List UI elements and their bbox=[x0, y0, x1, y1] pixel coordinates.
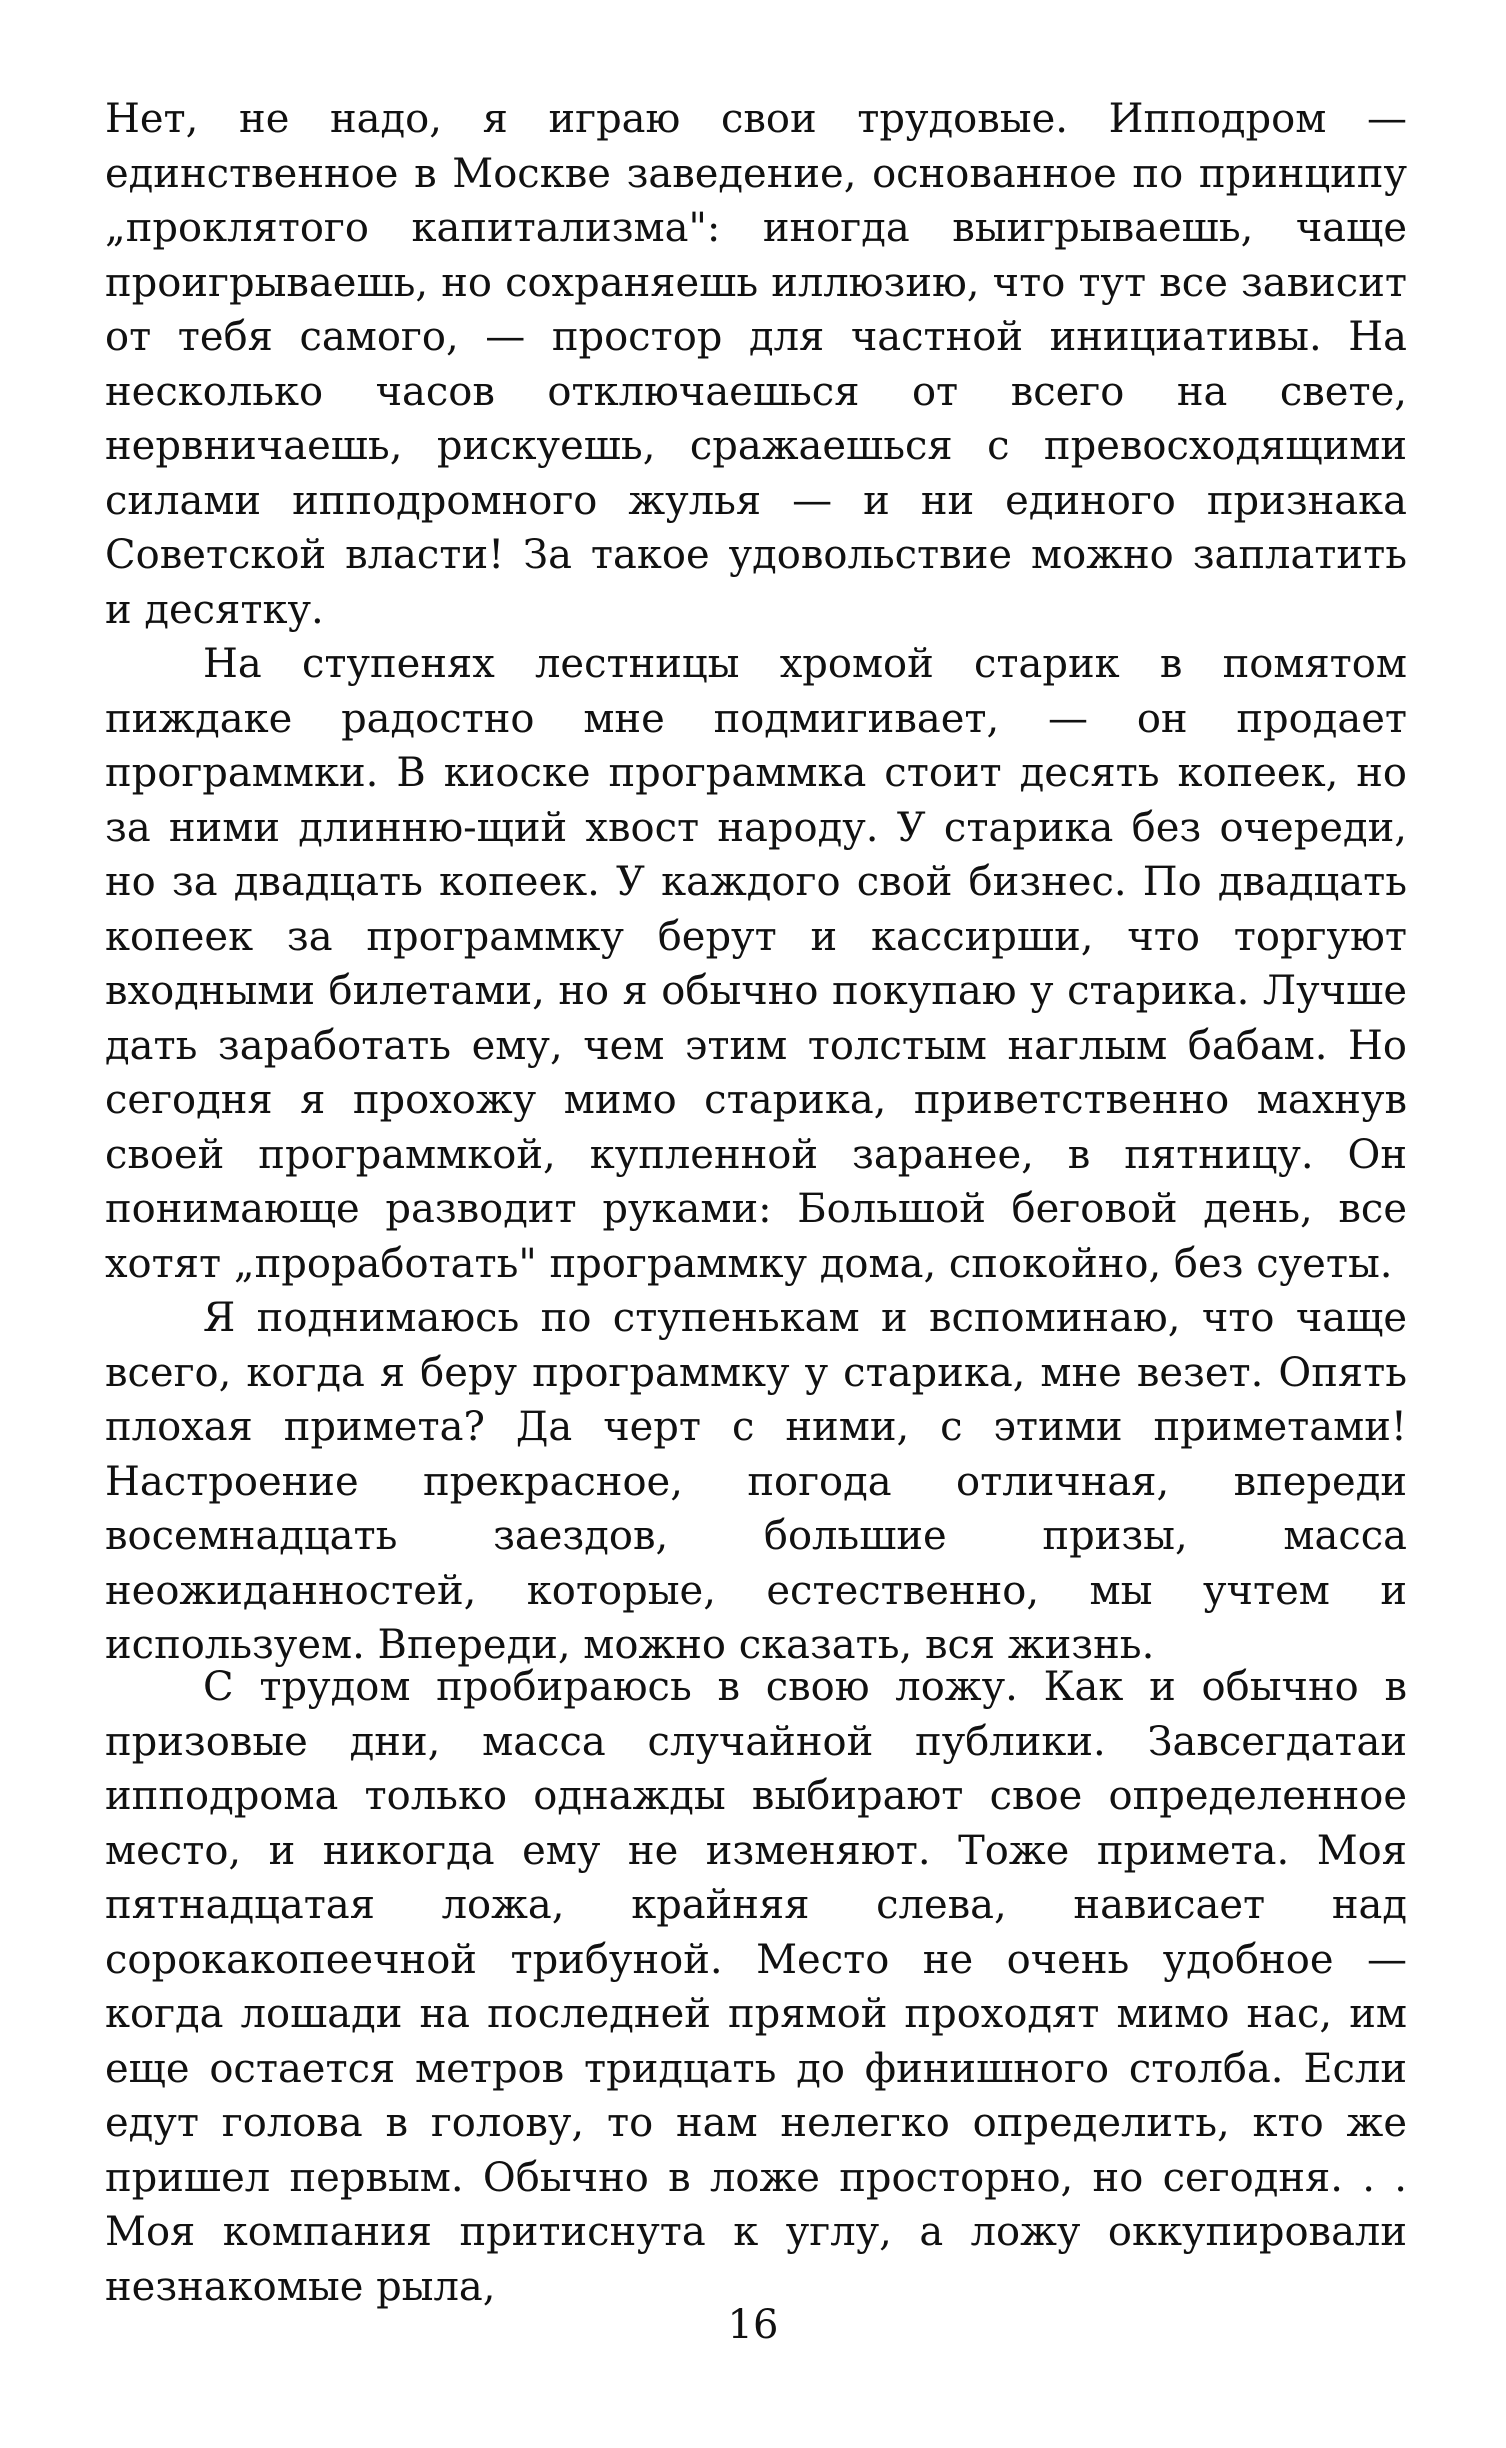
page-number: 16 bbox=[727, 2302, 779, 2348]
paragraph-2: На ступенях лестницы хромой старик в помятом пиждаке радостно мне подмигивает, — он продает программки. В киоске программка стоит десять копеек, но за ними длинню-щий хвост народу. У старика без очереди, но за двадцать копеек. У каждого свой бизнес. По двадцать копеек за программку берут и кассирши, что торгуют входными билетами, но я обычно покупаю у старика. Лучше дать заработать ему, чем этим толстым наглым бабам. Но сегодня я прохожу мимо старика, приветственно махнув своей программкой, купленной заранее, в пятницу. Он понимающе разводит руками: Большой беговой день, все хотят „проработать" программку дома, спокойно, без суеты. bbox=[105, 641, 1407, 1287]
paragraph-3: Я поднимаюсь по ступенькам и вспоминаю, что чаще всего, когда я беру программку у старика, мне везет. Опять плохая примета? Да черт с ними, с этими приметами! Настроение прекрасное, погода отличная, впереди восемнадцать заездов, большие призы, масса неожиданностей, которые, естественно, мы учтем и используем. Впереди, можно сказать, вся жизнь. bbox=[105, 1295, 1407, 1668]
paragraph-4: С трудом пробираюсь в свою ложу. Как и обычно в призовые дни, масса случайной публики. Завсегдатаи ипподрома только однажды выбирают свое определенное место, и никогда ему не изменяют. Тоже примета. Моя пятнадцатая ложа, крайняя слева, нависает над сорокакопеечной трибуной. Место не очень удобное — когда лошади на последней прямой проходят мимо нас, им еще остается метров тридцать до финишного столба. Если едут голова в голову, то нам нелегко определить, кто же пришел первым. Обычно в ложе просторно, но сегодня. . . Моя компания притиснута к углу, а ложу оккупировали незнакомые рыла, bbox=[105, 1664, 1407, 2310]
paragraph-1: Нет, не надо, я играю свои трудовые. Ипподром — единственное в Москве заведение, основанное по принципу „проклятого капитализма": иногда выигрываешь, чаще проигрываешь, но сохраняешь иллюзию, что тут все зависит от тебя самого, — простор для частной инициативы. На несколько часов отключаешься от всего на свете, нервничаешь, рискуешь, сражаешься с превосходящими силами ипподромного жулья — и ни единого признака Советской власти! За такое удовольствие можно заплатить и десятку. bbox=[105, 96, 1407, 633]
section-text bbox=[105, 1660, 1407, 2314]
main-text bbox=[105, 92, 1407, 1673]
